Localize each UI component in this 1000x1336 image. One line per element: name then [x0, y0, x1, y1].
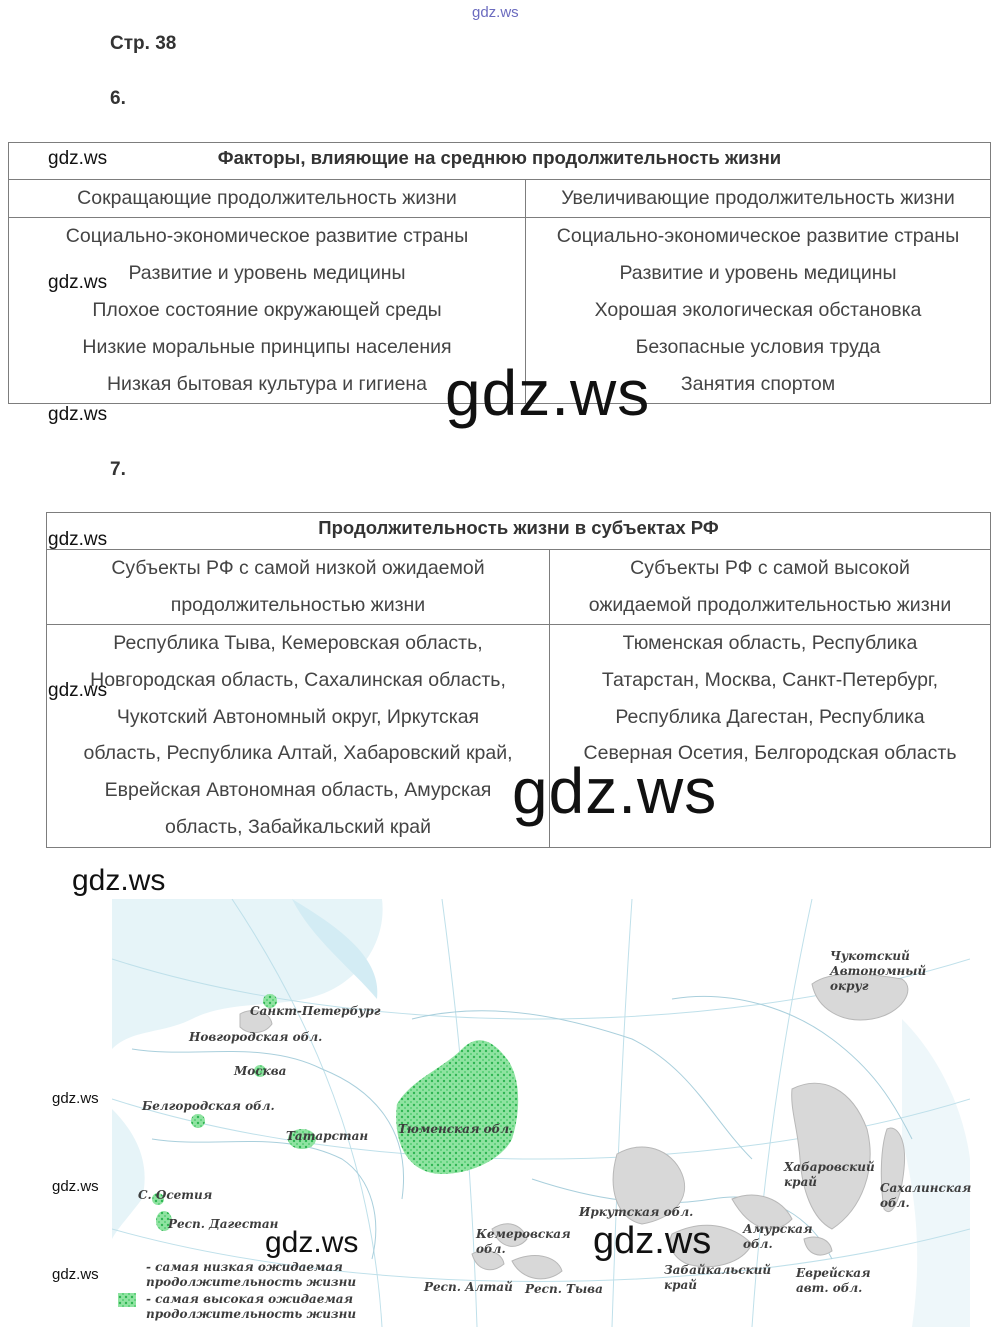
label-line: обл.: [880, 1196, 910, 1210]
belgorod-region: [191, 1114, 205, 1128]
watermark: gdz.ws: [48, 404, 108, 425]
list-item: Плохое состояние окружающей среды: [92, 299, 442, 321]
watermark: gdz.ws: [52, 1090, 99, 1107]
label-moscow: Москва: [234, 1064, 287, 1078]
regions-left-header: [47, 550, 550, 625]
header-line: Субъекты РФ с самой высокой: [630, 557, 910, 579]
page-title: Стр. 38: [110, 33, 177, 54]
factors-right-header: Увеличивающие продолжительность жизни: [526, 180, 991, 218]
watermark: gdz.ws: [48, 148, 108, 169]
list-item: Низкие моральные принципы населения: [82, 336, 452, 358]
text-line: Республика Дагестан, Республика: [615, 705, 925, 728]
task-7-number: 7.: [110, 459, 126, 480]
watermark: gdz.ws: [48, 272, 108, 293]
text-line: Северная Осетия, Белгородская область: [583, 742, 957, 765]
label-line: обл.: [743, 1237, 773, 1251]
legend-line: - самая высокая ожидаемая: [146, 1292, 354, 1306]
label-tyumen: Тюменская обл.: [398, 1122, 514, 1136]
watermark: gdz.ws: [72, 864, 166, 897]
label-line: край: [784, 1175, 818, 1189]
legend-line: - самая низкая ожидаемая: [146, 1260, 343, 1274]
list-item: Социально-экономическое развитие страны: [65, 225, 469, 247]
list-item: Развитие и уровень медицины: [619, 262, 897, 284]
label-altai: Респ. Алтай: [424, 1280, 513, 1294]
legend-high-text: [146, 1292, 356, 1322]
label-evrei: [796, 1266, 871, 1296]
text-line: область, Забайкальский край: [164, 815, 432, 838]
list-item: Хорошая экологическая обстановка: [594, 299, 922, 321]
watermark: gdz.ws: [593, 1220, 712, 1262]
list-item: Занятия спортом: [680, 373, 836, 395]
label-line: Чукотский: [830, 949, 910, 963]
legend-line: продолжительность жизни: [146, 1275, 357, 1289]
watermark-large: gdz.ws: [512, 755, 718, 827]
text-line: Татарстан, Москва, Санкт-Петербург,: [601, 668, 939, 691]
label-tatarstan: Татарстан: [286, 1129, 369, 1143]
text-line: Новгородская область, Сахалинская область,: [90, 668, 506, 691]
watermark: gdz.ws: [48, 529, 108, 550]
legend-high-swatch: [118, 1293, 136, 1307]
header-line: продолжительностью жизни: [170, 594, 426, 616]
factors-table-title: Факторы, влияющие на среднюю продолжительность жизни: [9, 143, 991, 180]
label-line: Забайкальский: [664, 1263, 772, 1277]
regions-table-title: Продолжительность жизни в субъектах РФ: [47, 513, 991, 550]
text-line: Тюменская область, Республика: [622, 632, 918, 654]
label-line: Кемеровская: [476, 1227, 571, 1241]
regions-low-list: [47, 625, 550, 848]
watermark: gdz.ws: [48, 680, 108, 701]
factors-left-header: Сокращающие продолжительность жизни: [9, 180, 526, 218]
header-line: Субъекты РФ с самой низкой ожидаемой: [111, 557, 485, 579]
label-line: Сахалинская: [880, 1181, 972, 1195]
label-zabaikal: [664, 1263, 771, 1293]
label-line: авт. обл.: [796, 1281, 863, 1295]
legend-line: продолжительность жизни: [146, 1307, 357, 1321]
label-ossetia: С. Осетия: [138, 1188, 213, 1202]
label-irkutsk: Иркутская обл.: [579, 1205, 694, 1219]
label-line: край: [664, 1278, 698, 1292]
russia-life-expectancy-map: [112, 899, 970, 1327]
top-watermark: gdz.ws: [472, 4, 519, 21]
task-6-number: 6.: [110, 88, 126, 109]
list-item: Развитие и уровень медицины: [128, 262, 406, 284]
text-line: Чукотский Автономный округ, Иркутская: [116, 705, 480, 728]
label-line: Еврейская: [796, 1266, 871, 1280]
label-line: Автономный: [830, 964, 927, 978]
label-line: Хабаровский: [784, 1160, 875, 1174]
label-line: Амурская: [743, 1222, 813, 1236]
label-khabarovsk: [784, 1160, 875, 1190]
text-line: область, Республика Алтай, Хабаровский край,: [83, 742, 513, 765]
list-item: Социально-экономическое развитие страны: [556, 225, 960, 247]
label-line: обл.: [476, 1242, 506, 1256]
label-tyva: Респ. Тыва: [525, 1282, 603, 1296]
header-line: ожидаемой продолжительностью жизни: [588, 594, 952, 616]
legend-low-text: [146, 1260, 356, 1290]
label-sakhalin: [880, 1181, 971, 1211]
text-line: Республика Тыва, Кемеровская область,: [113, 632, 483, 654]
label-chukotka: [830, 949, 926, 994]
label-dagestan: Респ. Дагестан: [168, 1217, 279, 1231]
text-line: Еврейская Автономная область, Амурская: [104, 779, 492, 802]
label-line: округ: [830, 979, 869, 993]
watermark-large: gdz.ws: [445, 357, 651, 429]
list-item: Низкая бытовая культура и гигиена: [106, 373, 428, 395]
watermark: gdz.ws: [52, 1178, 99, 1195]
watermark: gdz.ws: [52, 1266, 99, 1283]
regions-right-header: [550, 550, 991, 625]
list-item: Безопасные условия труда: [635, 336, 881, 358]
label-novgorod: Новгородская обл.: [189, 1030, 323, 1044]
label-spb: Санкт-Петербург: [250, 1004, 381, 1018]
label-kemerovo: [476, 1227, 571, 1257]
label-amur: [743, 1222, 813, 1252]
watermark: gdz.ws: [265, 1226, 359, 1259]
label-belgorod: Белгородская обл.: [142, 1099, 275, 1113]
legend-low-swatch: [118, 1262, 136, 1276]
